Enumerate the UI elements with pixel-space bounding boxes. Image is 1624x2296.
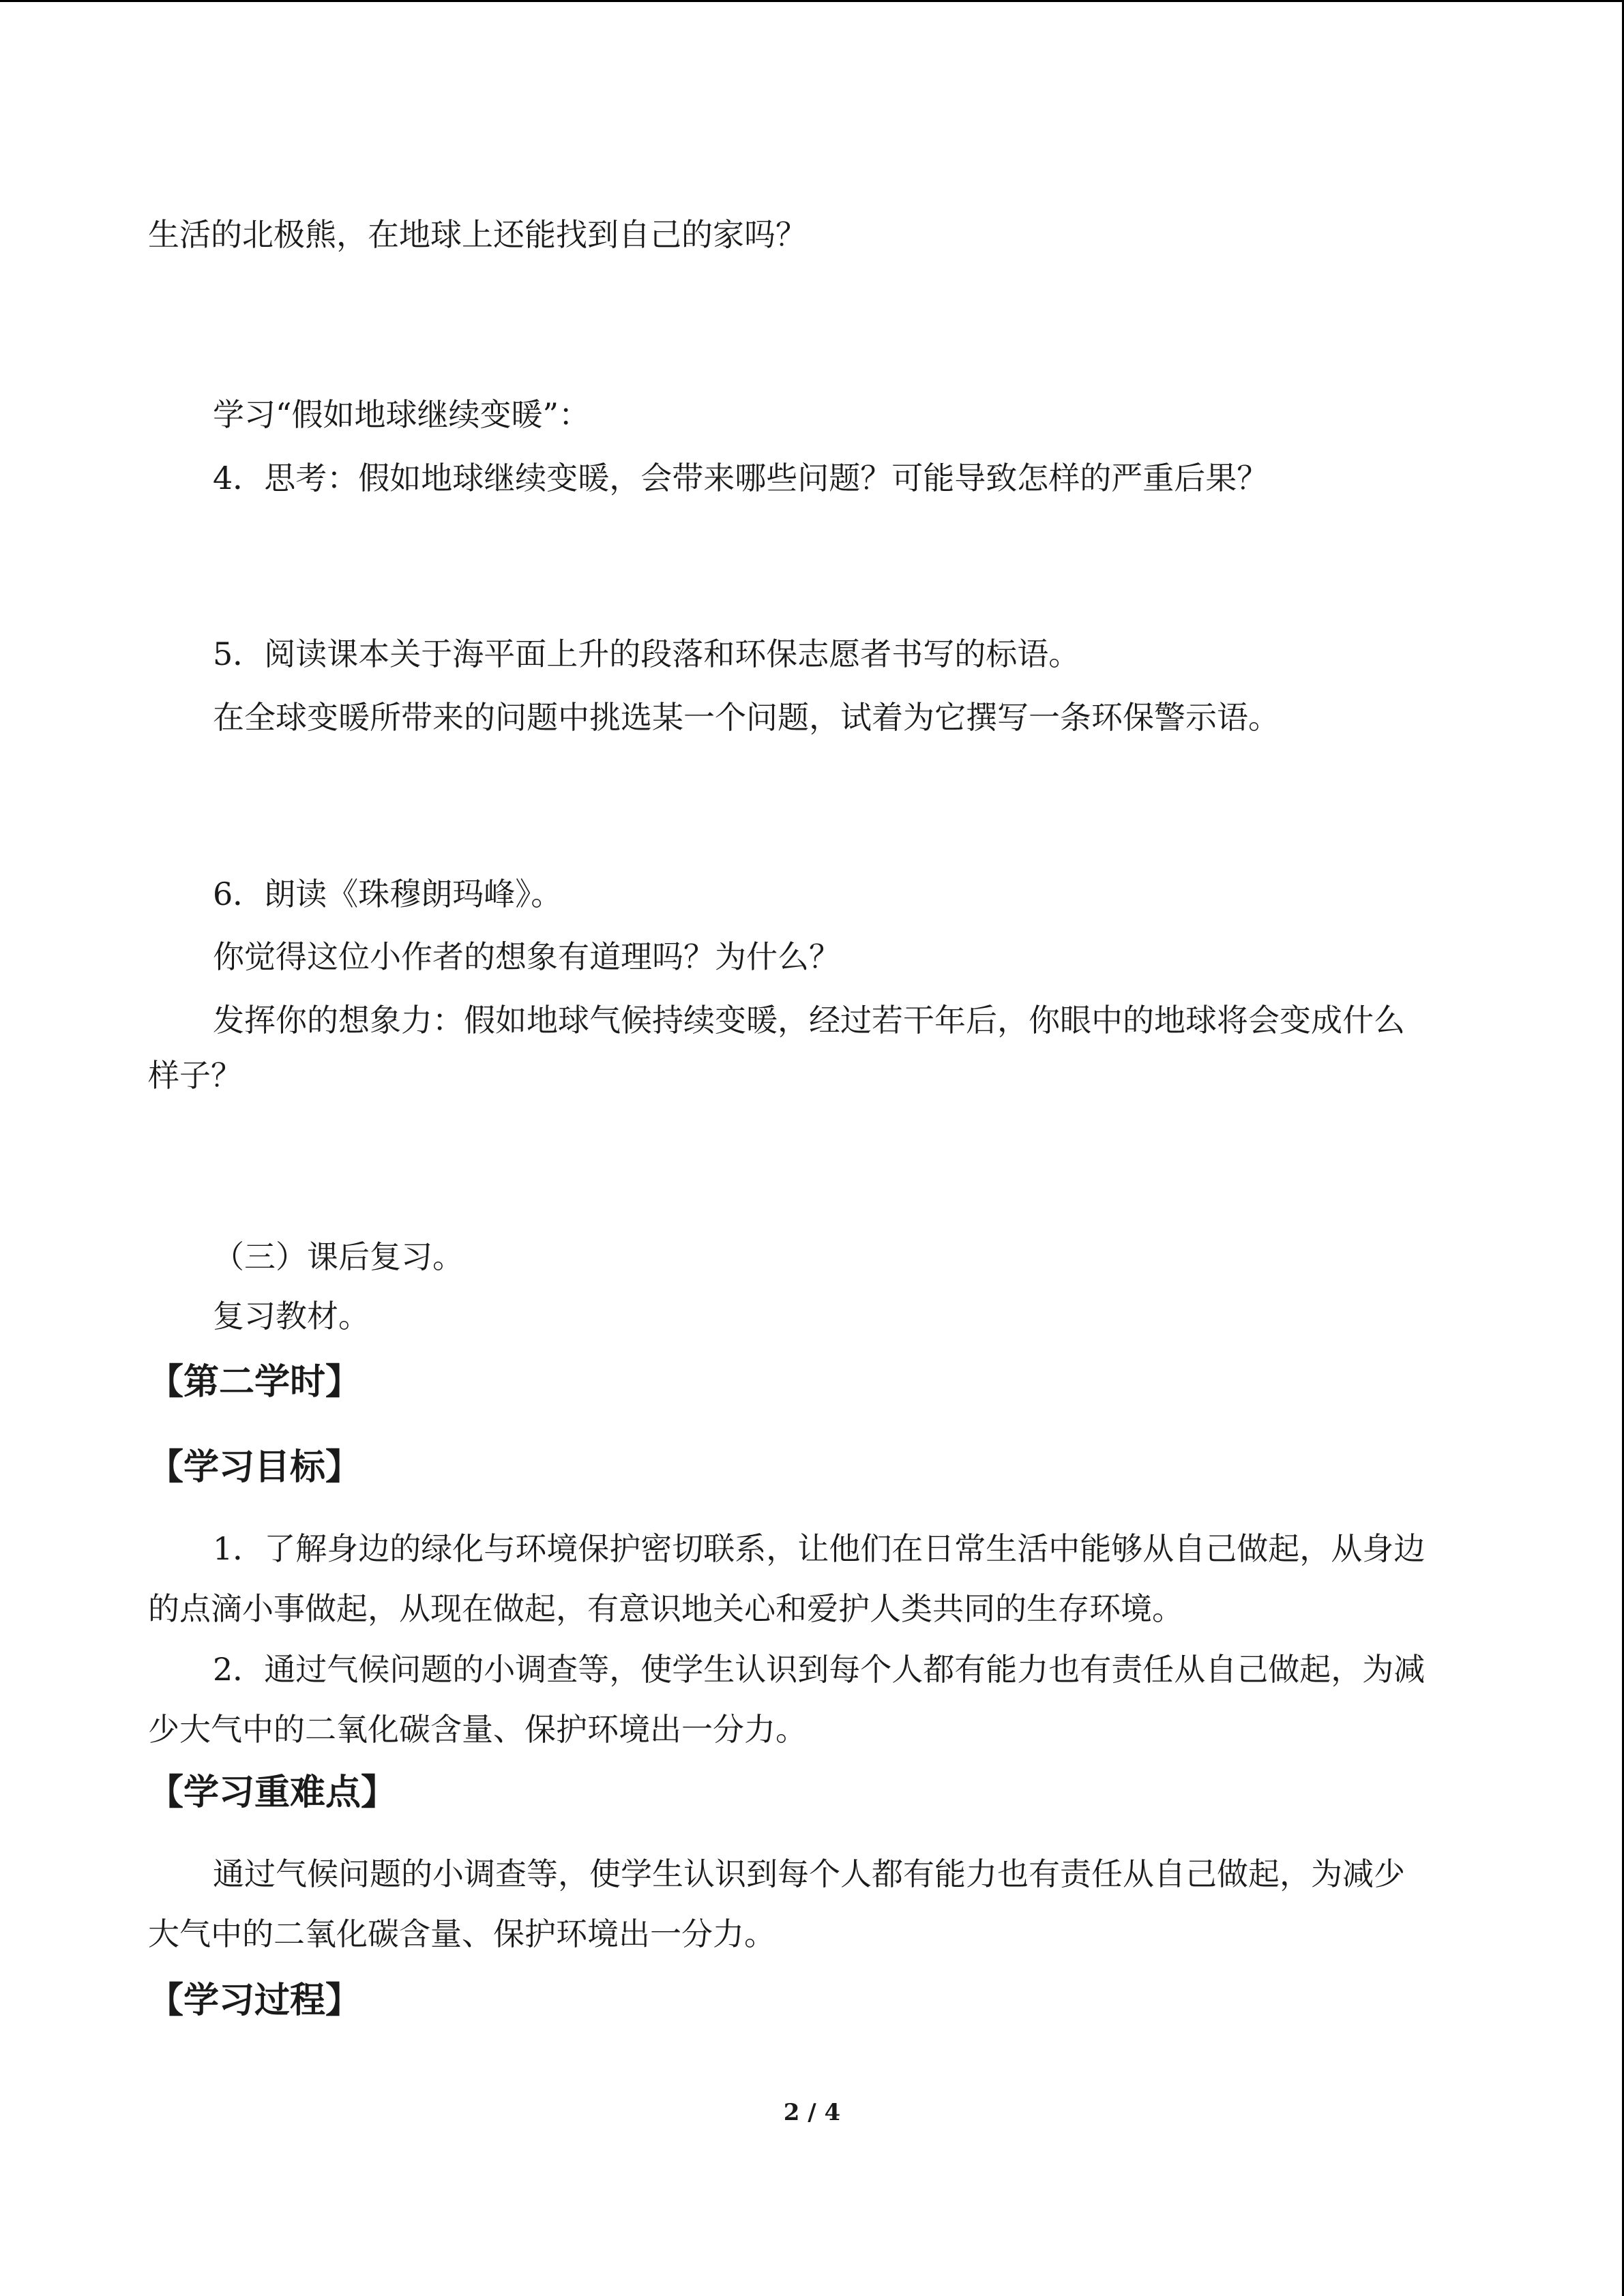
question-6-prompt: 你觉得这位小作者的想象有道理吗？为什么？ xyxy=(213,938,840,975)
question-6: 6．朗读《珠穆朗玛峰》。 xyxy=(213,876,563,912)
question-4: 4．思考：假如地球继续变暖，会带来哪些问题？可能导致怎样的严重后果？ xyxy=(213,460,1269,496)
objective-2: 2．通过气候问题的小调查等，使学生认识到每个人都有能力也有责任从自己做起，为减 xyxy=(213,1651,1426,1688)
page-frame-top xyxy=(0,0,1624,2)
question-5: 5．阅读课本关于海平面上升的段落和环保志愿者书写的标语。 xyxy=(213,636,1080,672)
heading-second-period: 【第二学时】 xyxy=(148,1362,361,1403)
question-6-imagination: 发挥你的想象力：假如地球气候持续变暖，经过若干年后，你眼中的地球将会变成什么 xyxy=(213,1002,1405,1039)
question-6-imagination-cont: 样子？ xyxy=(148,1057,242,1094)
heading-objectives: 【学习目标】 xyxy=(148,1447,361,1488)
key-points-line: 通过气候问题的小调查等，使学生认识到每个人都有能力也有责任从自己做起，为减少 xyxy=(213,1855,1405,1892)
key-points-line-cont: 大气中的二氧化碳含量、保护环境出一分力。 xyxy=(148,1915,776,1952)
review-text: 复习教材。 xyxy=(213,1298,370,1335)
objective-1: 1．了解身边的绿化与环境保护密切联系，让他们在日常生活中能够从自己做起，从身边 xyxy=(213,1530,1426,1567)
page-number: 2 / 4 xyxy=(783,2099,841,2126)
section-review: （三）课后复习。 xyxy=(213,1238,464,1275)
question-5-task: 在全球变暖所带来的问题中挑选某一个问题，试着为它撰写一条环保警示语。 xyxy=(213,699,1280,736)
objective-1-cont: 的点滴小事做起，从现在做起，有意识地关心和爱护人类共同的生存环境。 xyxy=(148,1590,1183,1627)
paragraph-line: 生活的北极熊，在地球上还能找到自己的家吗？ xyxy=(148,216,807,253)
section-intro-line: 学习“假如地球继续变暖”： xyxy=(213,396,591,433)
heading-key-points: 【学习重难点】 xyxy=(148,1772,397,1813)
heading-process: 【学习过程】 xyxy=(148,1980,361,2021)
objective-2-cont: 少大气中的二氧化碳含量、保护环境出一分力。 xyxy=(148,1711,807,1748)
